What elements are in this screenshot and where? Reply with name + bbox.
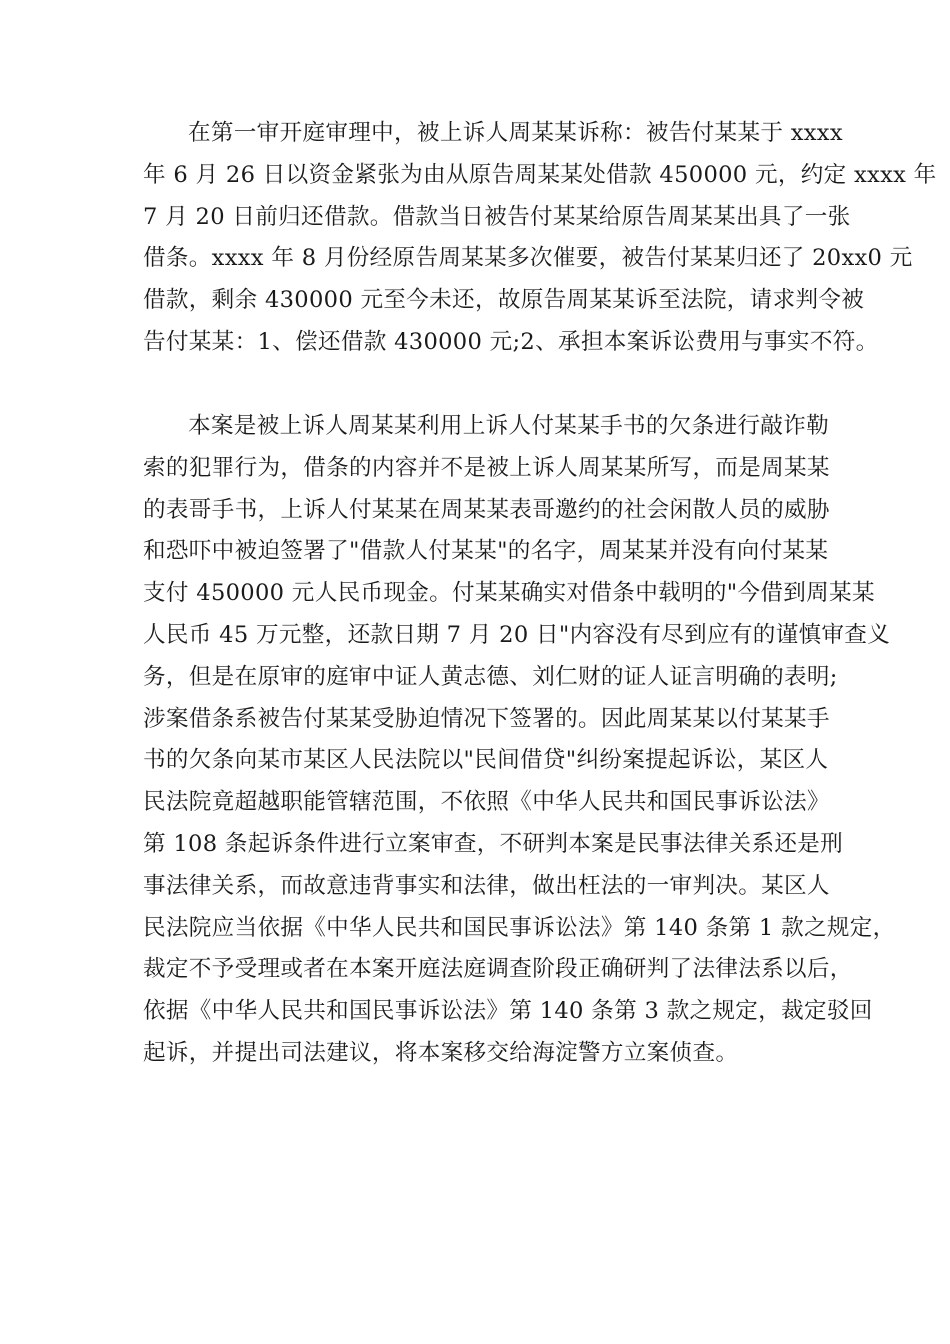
text-line: 借款，剩余 430000 元至今未还，故原告周某某诉至法院，请求判令被	[143, 287, 865, 314]
text-line: 年 6 月 26 日以资金紧张为由从原告周某某处借款 450000 元，约定 xxxx 年	[143, 161, 937, 188]
text-line: 的表哥手书，上诉人付某某在周某某表哥邀约的社会闲散人员的威胁	[143, 496, 830, 523]
text-line: 索的犯罪行为，借条的内容并不是被上诉人周某某所写，而是周某某	[143, 454, 830, 481]
paragraph-case-argument	[143, 406, 896, 1075]
text-line: 起诉，并提出司法建议，将本案移交给海淀警方立案侦查。	[143, 1039, 739, 1066]
text-line: 和恐吓中被迫签署了"借款人付某某"的名字，周某某并没有向付某某	[143, 538, 829, 565]
text-line: 书的欠条向某市某区人民法院以"民间借贷"纠纷案提起诉讼，某区人	[143, 747, 829, 774]
text-line: 涉案借条系被告付某某受胁迫情况下签署的。因此周某某以付某某手	[143, 705, 830, 732]
text-line: 第 108 条起诉条件进行立案审查，不研判本案是民事法律关系还是刑	[143, 830, 844, 857]
text-line: 务，但是在原审的庭审中证人黄志德、刘仁财的证人证言明确的表明;	[143, 663, 838, 690]
text-line: 事法律关系，而故意违背事实和法律，做出枉法的一审判决。某区人	[143, 872, 830, 899]
text-line: 借条。xxxx 年 8 月份经原告周某某多次催要，被告付某某归还了 20xx0 元	[143, 245, 913, 272]
paragraph-first-trial-claims	[143, 113, 937, 364]
text-line: 民法院竟超越职能管辖范围，不依照《中华人民共和国民事诉讼法》	[143, 789, 830, 816]
text-line: 依据《中华人民共和国民事诉讼法》第 140 条第 3 款之规定，裁定驳回	[143, 998, 873, 1025]
text-line: 告付某某：1、偿还借款 430000 元;2、承担本案诉讼费用与事实不符。	[143, 328, 879, 355]
text-line: 本案是被上诉人周某某利用上诉人付某某手书的欠条进行敲诈勒	[188, 413, 830, 439]
text-line: 在第一审开庭审理中，被上诉人周某某诉称：被告付某某于 xxxx	[188, 120, 843, 146]
text-line: 人民币 45 万元整，还款日期 7 月 20 日"内容没有尽到应有的谨慎审查义	[143, 621, 891, 648]
text-line: 民法院应当依据《中华人民共和国民事诉讼法》第 140 条第 1 款之规定，	[143, 914, 896, 941]
text-line: 7 月 20 日前归还借款。借款当日被告付某某给原告周某某出具了一张	[143, 203, 851, 230]
text-line: 裁定不予受理或者在本案开庭法庭调查阶段正确研判了法律法系以后，	[143, 956, 853, 983]
text-line: 支付 450000 元人民币现金。付某某确实对借条中载明的"今借到周某某	[143, 580, 875, 607]
